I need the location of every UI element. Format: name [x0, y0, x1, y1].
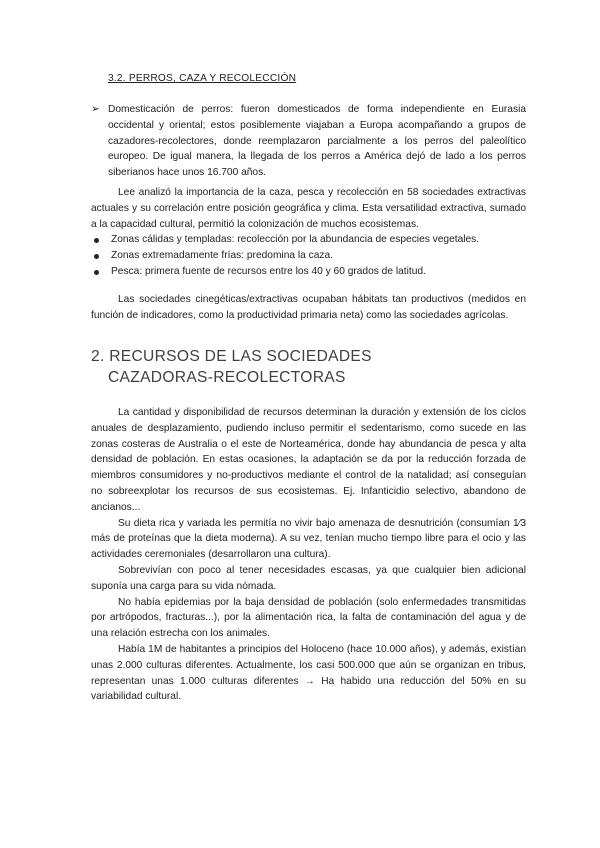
bullet-list [91, 232, 526, 279]
paragraph-dieta: Su dieta rica y variada les permitía no vivir bajo amenaza de desnutrición (consumían 1⁄3 más de proteínas que la dieta moderna). A su vez, tenían mucho tiempo libre para el ocio y las actividades ceremoniales (desarrollaron una cultura). [91, 517, 526, 561]
section-heading [91, 347, 372, 388]
paragraph-necesidades: Sobrevivían con poco al tener necesidades escasas, ya que cualquier bien adicional suponía una carga para su vida nómada. [91, 564, 526, 592]
heading-line-1: 2. RECURSOS DE LAS SOCIEDADES [91, 348, 372, 365]
resources-block [91, 405, 526, 705]
arrow-item-text: Domesticación de perros: fueron domesticados de forma independiente en Eurasia occidental y oriental; estos posiblemente viajaban a Europa acompañando a grupos de cazadores-recolectores, donde reemplazaron parcialmente a los perros del paleolítico europeo. De igual manera, la llegada de los perros a América dejó de lado a los perros siberianos hace unos 16.700 años. [108, 104, 526, 179]
bullet-dot-icon [94, 238, 99, 243]
paragraph-recursos: La cantidad y disponibilidad de recursos determinan la duración y extensión de los ciclos anuales de desplazamiento, pudiendo incluso permitir el sedentarismo, como sucede en las zonas costeras de Australia o el este de Norteamérica, donde hay abundancia de pesca y alta densidad de población. En estas ocasiones, la adaptación se da por la reducción forzada de miembros consumidores y no-productivos mediante el control de la natalidad; así conseguían no sobreexplotar los recursos de sus ecosistemas. Ej. Infanticidio selectivo, abandono de ancianos... [91, 407, 526, 513]
bullet-dot-icon [94, 270, 99, 275]
paragraph-lee: Lee analizó la importancia de la caza, pesca y recolección en 58 sociedades extractivas actuales y su correlación entre posición geográfica y clima. Esta versatilidad extractiva, sumado a la capacidad cultural, permitió la colonización de muchos ecosistemas. [91, 187, 526, 230]
lee-block [91, 185, 526, 280]
paragraph-holoceno: Había 1M de habitantes a principios del Holoceno (hace 10.000 años), y además, existían unas 2.000 culturas diferentes. Actualmente, los casi 500.000 que aún se organizan en tribus, representan unas 1.000 culturas diferentes → Ha habido una reducción del 50% en su variabilidad cultural. [91, 643, 526, 703]
bullet-dot-icon [94, 254, 99, 259]
heading-line-2: CAZADORAS-RECOLECTORAS [108, 368, 346, 386]
paragraph-cinegeticas: Las sociedades cinegéticas/extractivas ocupaban hábitats tan productivos (medidos en función de indicadores, como la productividad primaria neta) como las sociedades agrícolas. [91, 294, 526, 321]
list-item: Pesca: primera fuente de recursos entre los 40 y 60 grados de latitud. [91, 264, 526, 280]
paragraph-epidemias: No había epidemias por la baja densidad de población (solo enfermedades transmitidas por artrópodos, fracturas...), por la alimentación rica, la falta de contaminación del agua y de una relación estrecha con los animales. [91, 596, 526, 640]
section-subtitle: 3.2. PERROS, CAZA Y RECOLECCIÓN [108, 73, 297, 84]
arrow-bullet-icon: ➢ [91, 103, 100, 115]
cinegeticas-block [91, 292, 526, 324]
arrow-list-item [91, 102, 526, 181]
list-item: Zonas extremadamente frías: predomina la caza. [91, 248, 526, 264]
list-item: Zonas cálidas y templadas: recolección por la abundancia de especies vegetales. [91, 232, 526, 248]
